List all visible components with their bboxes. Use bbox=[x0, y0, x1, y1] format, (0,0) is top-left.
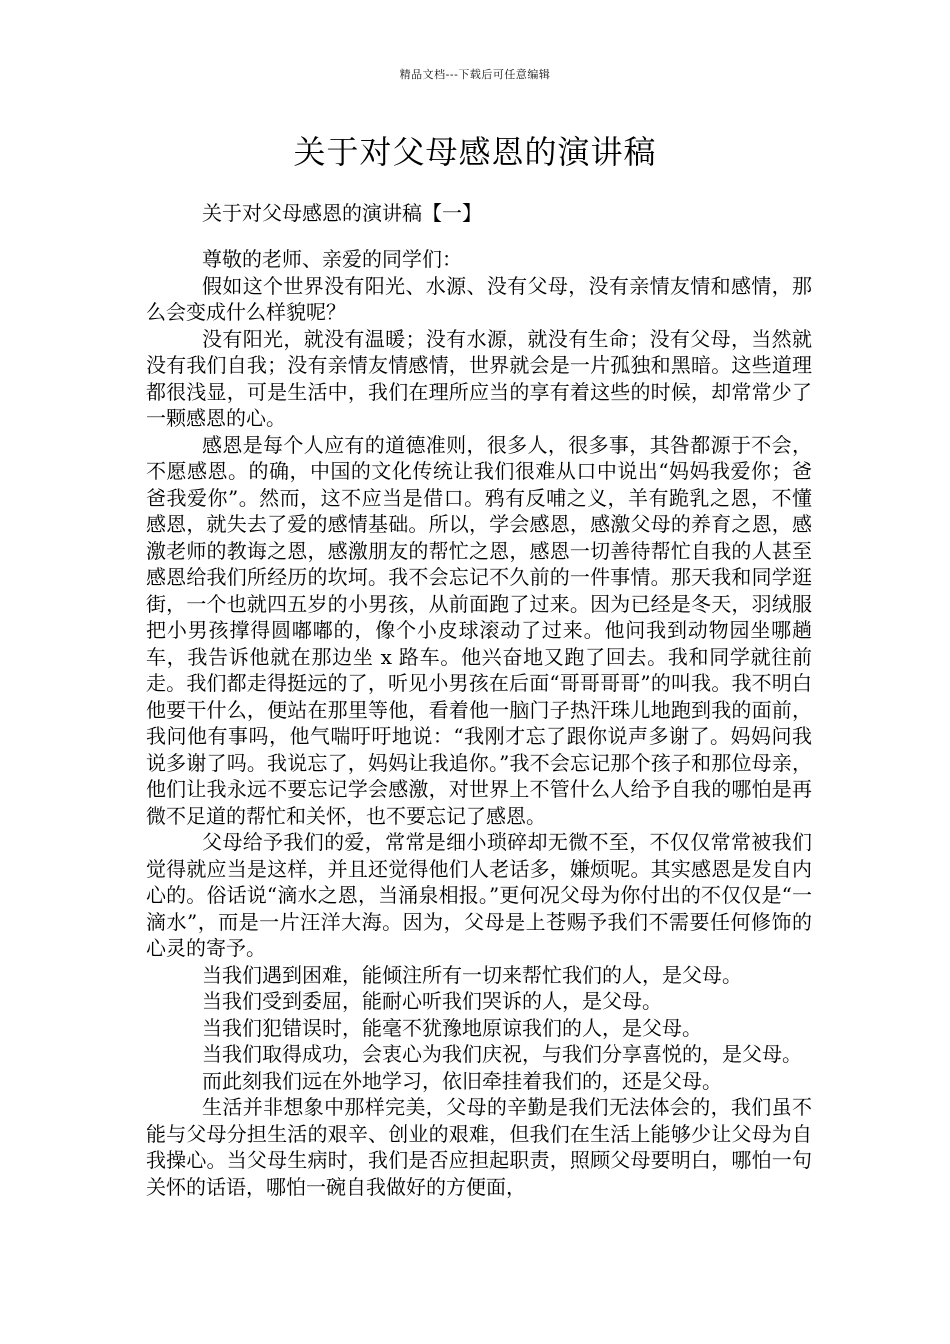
paragraph: 当我们受到委屈，能耐心听我们哭诉的人，是父母。 bbox=[202, 989, 662, 1013]
paragraph: 当我们犯错误时，能毫不犹豫地原谅我们的人，是父母。 bbox=[202, 1015, 702, 1040]
paragraph: 而此刻我们远在外地学习，依旧牵挂着我们的，还是父母。 bbox=[202, 1068, 722, 1093]
paragraph: 感恩是每个人应有的道德准则，很多人，很多事，其咎都源于不会，不愿感恩。的确，中国的文化传统让我们很难从口中说出“妈妈我爱你；爸爸我爱你”。然而，这不应当是借口。鸦有反哺之义，羊有跪乳之恩，不懂感恩，就失去了爱的感情基础。所以，学会感恩，感激父母的养育之恩，感激老师的教诲之恩，感激朋友的帮忙之恩，感恩一切善待帮忙自我的人甚至感恩给我们所经历的坎坷。我不会忘记不久前的一件事情。那天我和同学逛街，一个也就四五岁的小男孩，从前面跑了过来。因为已经是冬天，羽绒服把小男孩撑得圆嘟嘟的，像个小皮球滚动了过来。他问我到动物园坐哪趟车，我告诉他就在那边坐 x 路车。他兴奋地又跑了回去。我和同学就往前走。我们都走得挺远的了，听见小男孩在后面“哥哥哥哥”的叫我。我不明白他要干什么，便站在那里等他，看着他一脑门子热汗珠儿地跑到我的面前，我问他有事吗，他气喘吁吁地说：“我刚才忘了跟你说声多谢了。妈妈问我说多谢了吗。我说忘了，妈妈让我追你。”我不会忘记那个孩子和那位母亲，他们让我永远不要忘记学会感激，对世界上不管什么人给予自我的哪怕是再微不足道的帮忙和关怀，也不要忘记了感恩。 bbox=[146, 432, 812, 828]
paragraph: 父母给予我们的爱，常常是细小琐碎却无微不至，不仅仅常常被我们觉得就应当是这样，并且还觉得他们人老话多，嫌烦呢。其实感恩是发自内心的。俗话说“滴水之恩，当涌泉相报。”更何况父母为你付出的不仅仅是“一滴水”，而是一片汪洋大海。因为，父母是上苍赐予我们不需要任何修饰的心灵的寄予。 bbox=[146, 830, 812, 960]
salutation: 尊敬的老师、亲爱的同学们： bbox=[202, 247, 462, 271]
paragraph: 假如这个世界没有阳光、水源、没有父母，没有亲情友情和感情，那么会变成什么样貌呢？ bbox=[146, 273, 812, 324]
page-header-note: 精品文档---下载后可任意编辑 bbox=[399, 68, 551, 81]
paragraph: 没有阳光，就没有温暖；没有水源，就没有生命；没有父母，当然就没有我们自我；没有亲情友情感情，世界就会是一片孤独和黑暗。这些道理都很浅显，可是生活中，我们在理所应当的享有着这些的时候，却常常少了一颗感恩的心。 bbox=[146, 326, 812, 430]
document-title: 关于对父母感恩的演讲稿 bbox=[293, 133, 657, 171]
paragraph: 生活并非想象中那样完美，父母的辛勤是我们无法体会的，我们虽不能与父母分担生活的艰辛、创业的艰难，但我们在生活上能够少让父母为自我操心。当父母生病时，我们是否应担起职责，照顾父母要明白，哪怕一句关怀的话语，哪怕一碗自我做好的方便面， bbox=[146, 1095, 812, 1199]
document-body bbox=[146, 246, 812, 1200]
paragraph: 当我们取得成功，会衷心为我们庆祝，与我们分享喜悦的，是父母。 bbox=[202, 1042, 802, 1066]
paragraph: 当我们遇到困难，能倾注所有一切来帮忙我们的人，是父母。 bbox=[202, 962, 742, 987]
section-heading: 关于对父母感恩的演讲稿【一】 bbox=[202, 201, 482, 225]
